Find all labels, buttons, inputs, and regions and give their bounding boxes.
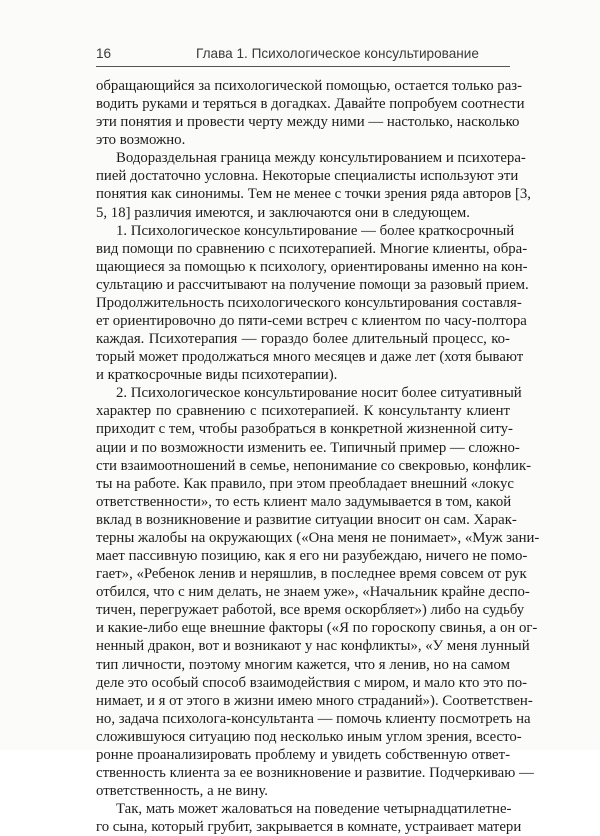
paragraph [96, 222, 529, 385]
text-line: и краткосрочные виды психотерапии). [96, 367, 338, 384]
text-line: мает пассивную позицию, как я его ни разубеждаю, ничего не помо- [96, 548, 528, 565]
text-line: но, задача психолога-консультанта — помочь клиенту посмотреть на [96, 710, 531, 727]
text-line: пией достаточно условна. Некоторые специалисты используют эти [96, 168, 519, 185]
running-title: Глава 1. Психологическое консультирование [196, 46, 479, 61]
text-line: ронне проанализировать проблему и увидеть собственную ответ- [96, 746, 510, 763]
page-number: 16 [96, 46, 112, 61]
paragraph [96, 384, 540, 800]
text-line: вклад в возникновение и развитие ситуации вносит он сам. Харак- [96, 511, 517, 528]
text-line: сультацию и рассчитывают на получение помощи за разовый прием. [96, 276, 529, 293]
text-line: сти взаимоотношений в семье, непонимание со свекровью, конфлик- [96, 457, 532, 474]
text-line: нимает, и я от этого в жизни имею много страданий»). Соответствен- [96, 692, 533, 709]
text-line: вид помощи по сравнению с психотерапией. Многие клиенты, обра- [96, 240, 528, 257]
text-line: ты на работе. Как правило, при этом преобладает внешний «локус [96, 475, 514, 492]
text-line: это возможно. [96, 132, 186, 149]
text-line: Так, мать может жаловаться на поведение четырнадцатилетне- [116, 801, 512, 818]
paragraph [96, 77, 525, 149]
text-line: ственность клиента за ее возникновение и развитие. Подчеркиваю — [96, 764, 534, 781]
text-line: характер по сравнению с психотерапией. К консультанту клиент [96, 403, 510, 420]
text-line: эти понятия и провести черту между ними — настолько, насколько [96, 114, 520, 131]
text-line: и какие-либо еще внешние факторы («Я по гороскопу свинья, а он ог- [96, 620, 538, 637]
text-line: 1. Психологическое консультирование — более краткосрочный [116, 222, 515, 239]
text-line: каждая. Психотерапия — гораздо более длительный процесс, ко- [96, 331, 510, 348]
running-header [96, 44, 510, 67]
text-line: тип личности, поэтому многим кажется, что я ленив, но на самом [96, 656, 510, 673]
paragraph [96, 149, 531, 221]
text-line: терны жалобы на окружающих («Она меня не понимает», «Муж зани- [96, 529, 540, 546]
text-line: Водораздельная граница между консультированием и психотера- [116, 150, 526, 167]
text-line: ет ориентировочно до пяти-семи встреч с клиентом по часу-полтора [96, 313, 527, 330]
text-line: ненный дракон, вот и возникают у нас конфликты», «У меня лунный [96, 638, 530, 655]
text-line: ответственность, а не вину. [96, 783, 268, 800]
text-line: понятия как синонимы. Тем не менее с точки зрения ряда авторов [3, [96, 186, 531, 203]
text-line: отбился, что с ним делать, не знаем уже», «Начальник крайне деспо- [96, 584, 530, 601]
text-line: 2. Психологическое консультирование носит более ситуативный [116, 385, 522, 402]
text-line: приходит с тем, чтобы разобраться в конкретной жизненной ситу- [96, 421, 513, 438]
text-line: сложившуюся ситуацию под несколько иным углом зрения, всесто- [96, 728, 522, 745]
text-line: торый может продолжаться много месяцев и даже лет (хотя бывают [96, 349, 524, 366]
text-line: щающиеся за помощью к психологу, ориентированы именно на кон- [96, 258, 528, 275]
body-text [96, 77, 540, 836]
text-line: 5, 18] различия имеются, и заключаются они в следующем. [96, 204, 470, 221]
text-line: Продолжительность психологического консультирования составля- [96, 294, 522, 311]
text-line: ации и по возможности изменить ее. Типичный пример — сложно- [96, 439, 520, 456]
text-line: тичен, перегружает работой, все время оскорбляет») либо на судьбу [96, 602, 525, 619]
text-line: гает», «Ребенок ленив и неряшлив, в последнее время совсем от рук [96, 566, 527, 583]
text-line: водить руками и теряться в догадках. Давайте попробуем соотнести [96, 96, 525, 113]
text-line: го сына, который грубит, закрывается в комнате, устраивает матери [96, 819, 522, 836]
text-line: ответственности», то есть клиент мало задумывается в том, какой [96, 493, 512, 510]
text-line: обращающийся за психологической помощью, остается только раз- [96, 78, 523, 94]
text-line: деле это особый способ взаимодействия с миром, и мало кто это по- [96, 674, 528, 691]
paragraph [96, 800, 522, 836]
